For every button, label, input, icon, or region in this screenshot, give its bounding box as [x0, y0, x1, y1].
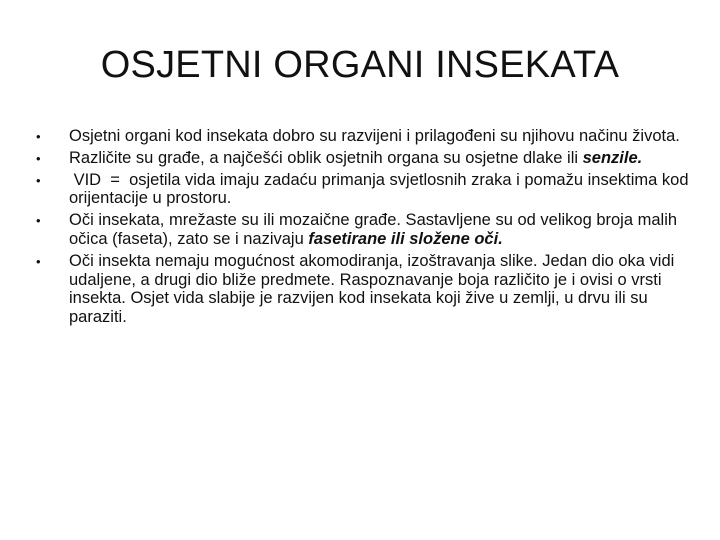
bullet-dot-icon: • — [36, 150, 41, 166]
bullet-text: Osjetni organi kod insekata dobro su razvijeni i prilagođeni su njihovu načinu života. — [69, 127, 680, 145]
bullet-list — [36, 127, 703, 330]
slide-title: OSJETNI ORGANI INSEKATA — [100, 44, 620, 86]
bullet-emphasis: fasetirane ili složene oči. — [308, 229, 503, 248]
bullet-item-accommodation — [36, 252, 696, 327]
bullet-text: Oči insekta nemaju mogućnost akomodiranja, izoštravanja slike. Jedan dio oka vidi udaljene, a drugi dio bliže predmete. Raspoznavanje boja različito je i ovisi o vrsti insekta. Osjet vida slabije je razvijen kod insekata koji žive u zemlji, u drvu ili su paraziti. — [69, 251, 675, 327]
bullet-item-organs — [36, 127, 696, 146]
bullet-text: Različite su građe, a najčešći oblik osjetnih organa su osjetne dlake ili — [69, 148, 583, 167]
bullet-text: Oči insekata, mrežaste su ili mozaične građe. Sastavljene su od velikog broja malih očica (faseta), zato se i nazivaju — [69, 211, 678, 248]
bullet-dot-icon: • — [36, 129, 41, 144]
bullet-item-vision — [36, 170, 703, 209]
bullet-dot-icon: • — [36, 213, 41, 229]
bullet-dot-icon: • — [36, 253, 41, 269]
bullet-item-structure — [36, 149, 696, 168]
bullet-text: VID = osjetila vida imaju zadaću primanja svjetlosnih zraka i pomažu insektima kod orijentacije u prostoru. — [69, 170, 703, 208]
bullet-emphasis: senzile. — [582, 148, 643, 167]
bullet-dot-icon: • — [36, 172, 41, 188]
bullet-item-eyes — [36, 211, 696, 249]
